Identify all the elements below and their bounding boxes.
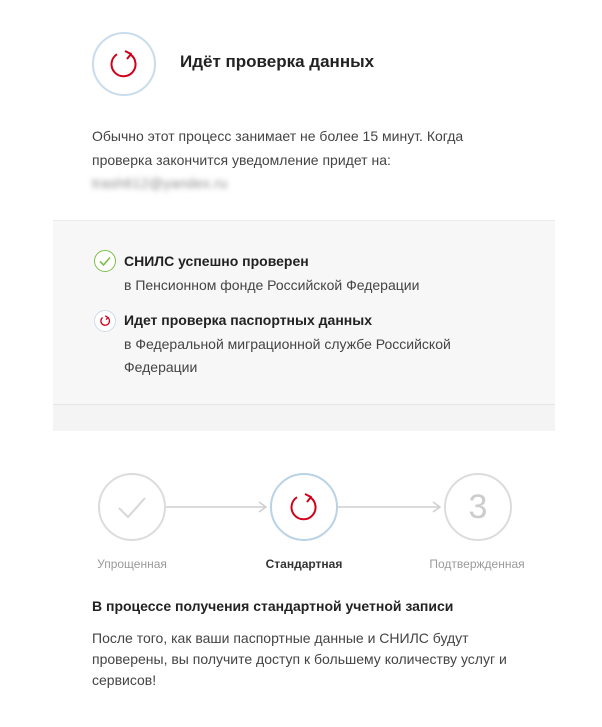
step-arrow-1 [166,500,270,514]
step-confirmed-circle [444,473,512,541]
notification-email: trash612@yandex.ru [92,175,228,191]
check-passport-subtitle: в Федеральной миграционной службе Российской Федерации [124,336,451,375]
check-success-icon [94,250,116,272]
step-number: 3 [468,487,488,526]
check-icon [98,254,112,268]
section-text: После того, как ваши паспортные данные и СНИЛС будут проверены, вы получите доступ к большему количеству услуг и сервисов! [92,630,507,688]
check-snils-subtitle: в Пенсионном фонде Российской Федерации [124,277,420,293]
step-label-confirmed: Подтвержденная [429,557,525,571]
intro-text: Обычно этот процесс занимает не более 15 минут. Когда проверка закончится уведомление придет на: [92,128,464,168]
step-label-standard: Стандартная [265,557,343,571]
step-arrow-2 [338,500,444,514]
check-progress-icon [94,310,116,332]
step-label-simplified: Упрощенная [97,557,167,571]
status-icon-circle [92,32,156,96]
check-snils-title: СНИЛС успешно проверен [124,253,309,269]
section-title: В процессе получения стандартной учетной записи [92,598,454,614]
refresh-icon [99,315,111,327]
refresh-icon [107,47,141,81]
step-standard-circle [270,473,338,541]
panel-divider [53,404,555,431]
step-simplified-circle [98,473,166,541]
refresh-icon [287,490,321,524]
page-title: Идёт проверка данных [180,52,375,71]
check-passport-title: Идет проверка паспортных данных [124,312,372,328]
check-icon [112,487,152,527]
